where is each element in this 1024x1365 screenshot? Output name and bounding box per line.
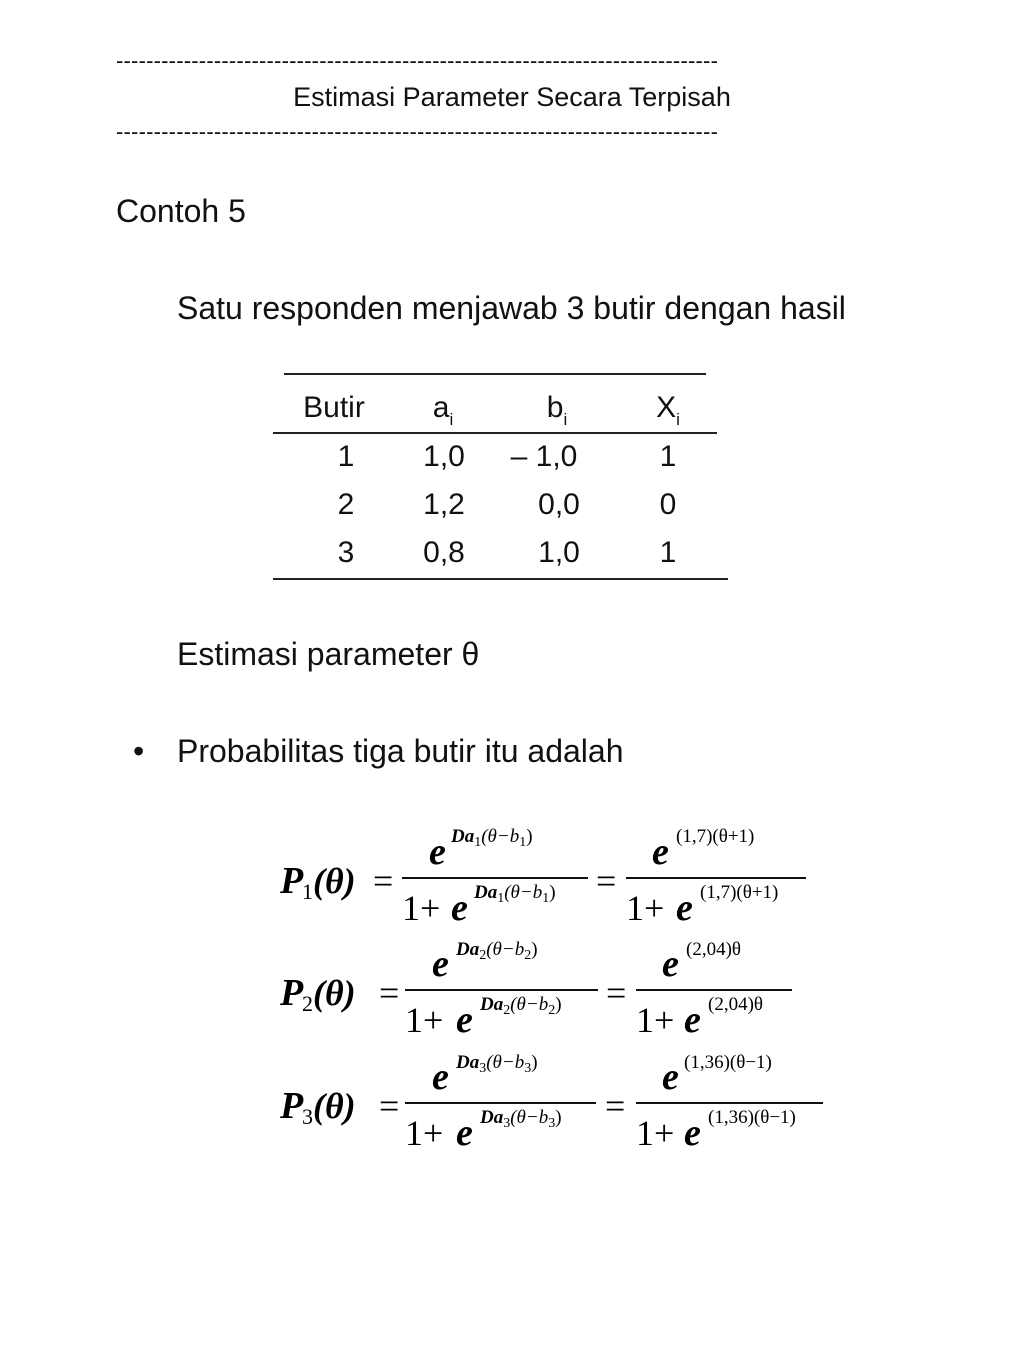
bullet-text: Probabilitas tiga butir itu adalah <box>177 733 624 769</box>
num-e: e <box>432 943 449 985</box>
lhs-arg: (θ) <box>313 1086 356 1126</box>
header-butir: Butir <box>303 391 365 424</box>
header-x: $X_i$ <box>656 391 680 429</box>
equals-sign: = <box>379 1086 400 1126</box>
num-exponent: $Da_1(\theta-b_1)$ <box>451 826 533 850</box>
lhs-sub: 1 <box>302 879 313 904</box>
cell-b: 1,0 <box>538 536 580 569</box>
cell-x: 0 <box>659 488 677 521</box>
den-numeric-exponent: (2,04)θ <box>708 994 764 1015</box>
den-exponent: $Da_3(\theta-b_3)$ <box>480 1107 562 1131</box>
estimation-label: Estimasi parameter θ <box>177 636 480 672</box>
num-exponent: $Da_3(\theta-b_3)$ <box>456 1052 538 1076</box>
lhs-arg: (θ) <box>313 973 356 1013</box>
equals-sign: = <box>379 973 400 1013</box>
num-e: e <box>662 1056 679 1098</box>
num-numeric-exponent: (1,36)(θ−1) <box>684 1052 772 1073</box>
equation-p3 <box>279 1052 823 1154</box>
cell-butir: 3 <box>337 536 355 569</box>
cell-a: 1,2 <box>423 488 465 521</box>
intro-text: Satu responden menjawab 3 butir dengan hasil <box>177 290 846 326</box>
den-one-plus: 1+ <box>405 1000 444 1040</box>
lhs-p: P <box>280 972 304 1014</box>
num-e: e <box>429 831 446 873</box>
num-exponent: $Da_2(\theta-b_2)$ <box>456 939 538 963</box>
equals-sign: = <box>605 1086 626 1126</box>
lhs-p: P <box>280 860 304 902</box>
cell-a: 1,0 <box>423 440 465 473</box>
section-title: Contoh 5 <box>116 193 246 229</box>
equation-p1 <box>279 826 806 929</box>
num-e: e <box>662 943 679 985</box>
header-a: $a_i$ <box>432 391 454 429</box>
den-e: e <box>456 1112 473 1154</box>
num-numeric-exponent: (2,04)θ <box>686 939 742 960</box>
cell-butir: 1 <box>337 440 355 473</box>
cell-x: 1 <box>659 536 677 569</box>
lhs-arg: (θ) <box>313 861 356 901</box>
num-numeric-exponent: (1,7)(θ+1) <box>676 826 755 847</box>
den-e: e <box>676 887 693 929</box>
den-one-plus: 1+ <box>626 888 665 928</box>
page-header-title: Estimasi Parameter Secara Terpisah <box>293 82 731 112</box>
lhs-p: P <box>280 1085 304 1127</box>
den-one-plus: 1+ <box>405 1113 444 1153</box>
num-e: e <box>652 831 669 873</box>
cell-b: – 1,0 <box>510 440 578 473</box>
equals-sign: = <box>596 861 617 901</box>
lhs-sub: 3 <box>302 1104 313 1129</box>
lhs-sub: 2 <box>302 991 313 1016</box>
header-rule-bottom: -------------------------------------------------------------------------------- <box>116 121 719 143</box>
den-e: e <box>684 999 701 1041</box>
den-exponent: $Da_2(\theta-b_2)$ <box>480 994 562 1018</box>
den-e: e <box>684 1112 701 1154</box>
den-numeric-exponent: (1,7)(θ+1) <box>700 882 779 903</box>
den-e: e <box>451 887 468 929</box>
den-e: e <box>456 999 473 1041</box>
header-b: $b_i$ <box>546 391 568 429</box>
equals-sign: = <box>606 973 627 1013</box>
num-e: e <box>432 1056 449 1098</box>
den-one-plus: 1+ <box>636 1000 675 1040</box>
header-rule-top: -------------------------------------------------------------------------------- <box>116 50 719 72</box>
den-one-plus: 1+ <box>636 1113 675 1153</box>
cell-butir: 2 <box>337 488 355 521</box>
bullet-icon: • <box>133 733 145 769</box>
den-exponent: $Da_1(\theta-b_1)$ <box>474 882 556 906</box>
equation-p2 <box>279 939 792 1041</box>
den-numeric-exponent: (1,36)(θ−1) <box>708 1107 796 1128</box>
equals-sign: = <box>373 861 394 901</box>
cell-x: 1 <box>659 440 677 473</box>
cell-b: 0,0 <box>538 488 580 521</box>
cell-a: 0,8 <box>423 536 465 569</box>
den-one-plus: 1+ <box>402 888 441 928</box>
